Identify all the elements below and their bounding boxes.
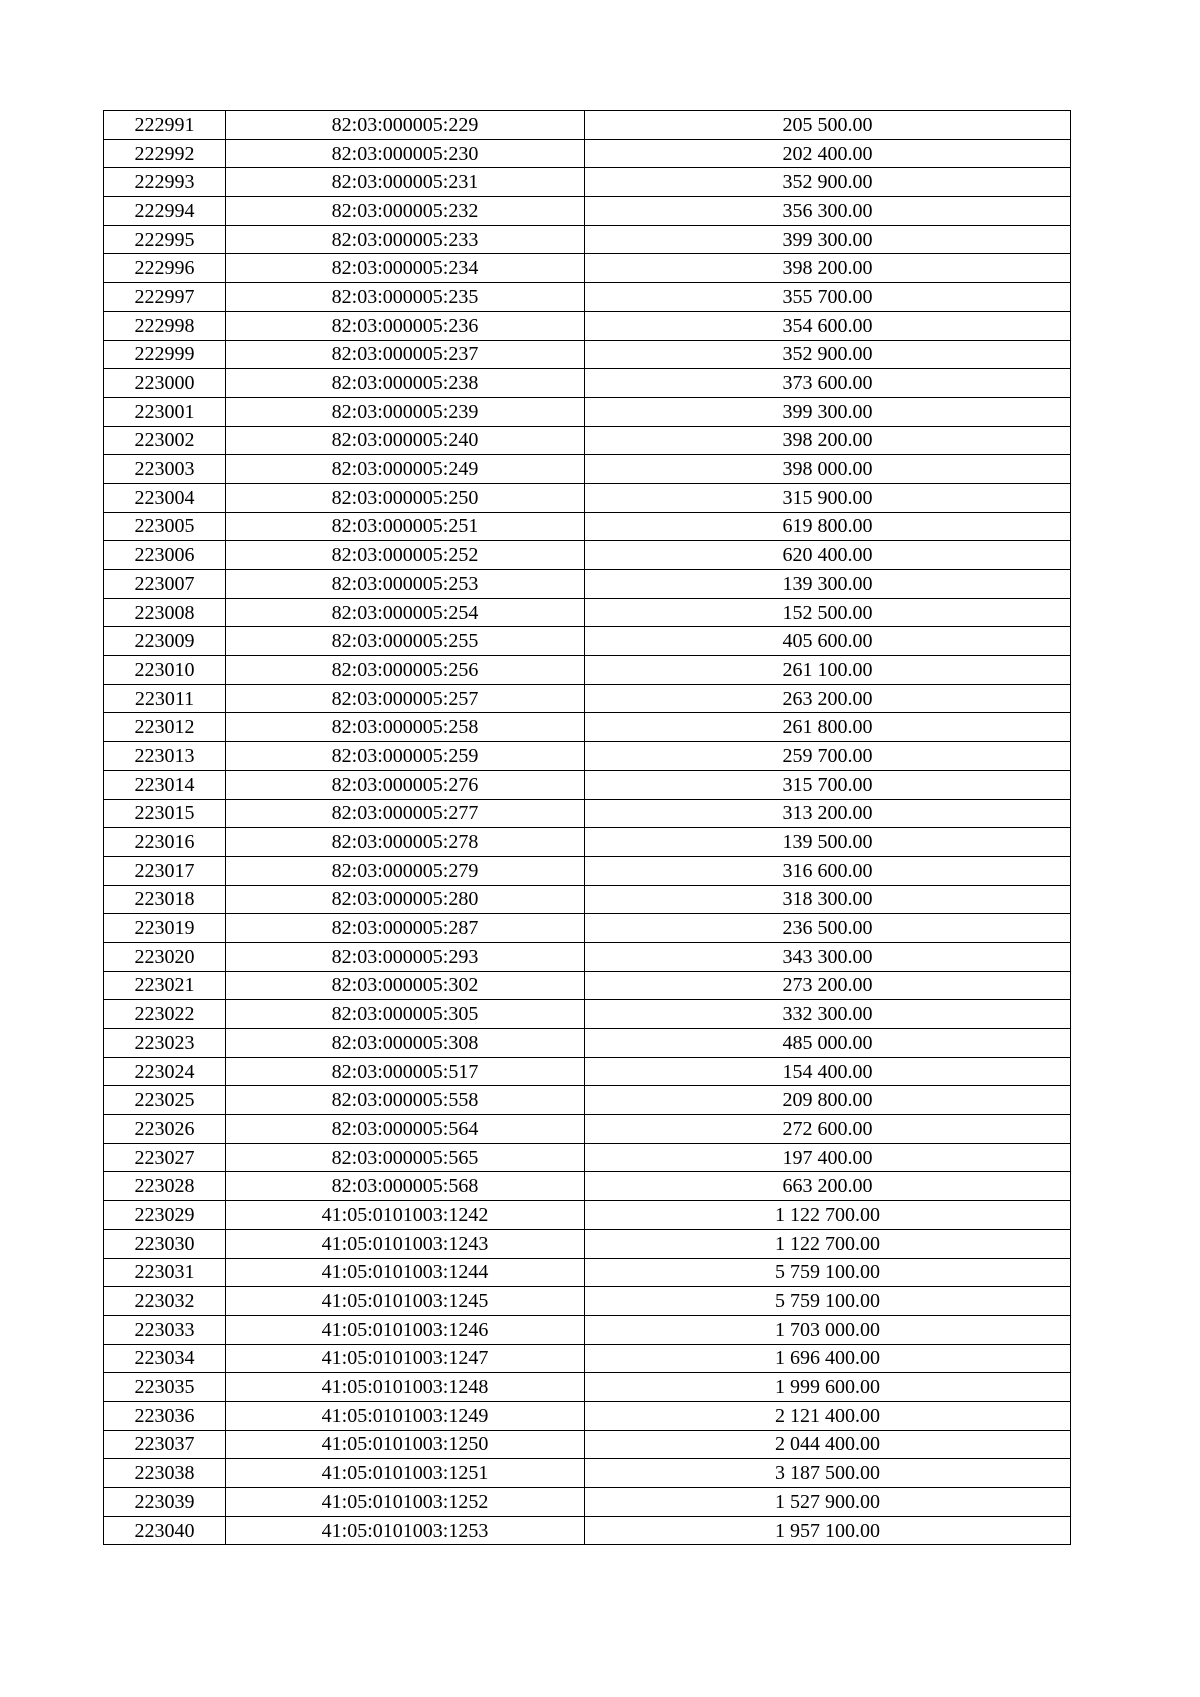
cadastral-value-cell: 5 759 100.00 [585,1287,1071,1316]
cadastral-value-cell: 202 400.00 [585,139,1071,168]
table-row [104,1430,1071,1459]
cadastral-value-cell: 399 300.00 [585,225,1071,254]
cadastral-number-cell: 82:03:000005:254 [226,598,585,627]
table-row [104,311,1071,340]
cadastral-value-cell: 313 200.00 [585,799,1071,828]
table-row [104,1172,1071,1201]
table-row [104,1287,1071,1316]
cadastral-number-cell: 82:03:000005:280 [226,885,585,914]
cadastral-number-cell: 82:03:000005:558 [226,1086,585,1115]
row-number-cell: 222994 [104,197,226,226]
row-number-cell: 223007 [104,570,226,599]
cadastral-number-cell: 82:03:000005:231 [226,168,585,197]
cadastral-value-cell: 205 500.00 [585,111,1071,140]
row-number-cell: 223011 [104,684,226,713]
cadastral-value-cell: 315 700.00 [585,770,1071,799]
row-number-cell: 223026 [104,1115,226,1144]
row-number-cell: 223033 [104,1315,226,1344]
row-number-cell: 222996 [104,254,226,283]
row-number-cell: 223022 [104,1000,226,1029]
table-row [104,197,1071,226]
cadastral-number-cell: 82:03:000005:276 [226,770,585,799]
cadastral-number-cell: 82:03:000005:237 [226,340,585,369]
cadastral-number-cell: 82:03:000005:240 [226,426,585,455]
cadastral-number-cell: 82:03:000005:568 [226,1172,585,1201]
table-row [104,971,1071,1000]
cadastral-number-cell: 41:05:0101003:1244 [226,1258,585,1287]
row-number-cell: 223019 [104,914,226,943]
row-number-cell: 223005 [104,512,226,541]
table-row [104,1143,1071,1172]
row-number-cell: 223024 [104,1057,226,1086]
cadastral-value-cell: 2 121 400.00 [585,1401,1071,1430]
cadastral-number-cell: 82:03:000005:232 [226,197,585,226]
cadastral-number-cell: 82:03:000005:293 [226,942,585,971]
row-number-cell: 223001 [104,397,226,426]
table-row [104,942,1071,971]
row-number-cell: 222991 [104,111,226,140]
cadastral-value-cell: 405 600.00 [585,627,1071,656]
table-row [104,742,1071,771]
table-row [104,1201,1071,1230]
row-number-cell: 223035 [104,1373,226,1402]
row-number-cell: 223040 [104,1516,226,1545]
table-row [104,856,1071,885]
row-number-cell: 223018 [104,885,226,914]
cadastral-value-cell: 259 700.00 [585,742,1071,771]
row-number-cell: 223017 [104,856,226,885]
row-number-cell: 223002 [104,426,226,455]
cadastral-value-cell: 485 000.00 [585,1029,1071,1058]
cadastral-value-cell: 343 300.00 [585,942,1071,971]
cadastral-value-cell: 352 900.00 [585,168,1071,197]
cadastral-number-cell: 82:03:000005:277 [226,799,585,828]
table-row [104,799,1071,828]
cadastral-value-cell: 1 122 700.00 [585,1229,1071,1258]
row-number-cell: 223039 [104,1488,226,1517]
cadastral-number-cell: 41:05:0101003:1248 [226,1373,585,1402]
row-number-cell: 223034 [104,1344,226,1373]
cadastral-value-cell: 272 600.00 [585,1115,1071,1144]
table-row [104,541,1071,570]
cadastral-number-cell: 82:03:000005:235 [226,283,585,312]
cadastral-number-cell: 82:03:000005:249 [226,455,585,484]
cadastral-value-cell: 354 600.00 [585,311,1071,340]
cadastral-value-cell: 197 400.00 [585,1143,1071,1172]
row-number-cell: 222998 [104,311,226,340]
cadastral-number-cell: 41:05:0101003:1251 [226,1459,585,1488]
row-number-cell: 223031 [104,1258,226,1287]
cadastral-number-cell: 82:03:000005:279 [226,856,585,885]
table-row [104,1115,1071,1144]
cadastral-number-cell: 82:03:000005:253 [226,570,585,599]
cadastral-value-cell: 663 200.00 [585,1172,1071,1201]
cadastral-value-cell: 154 400.00 [585,1057,1071,1086]
table-row [104,1000,1071,1029]
cadastral-number-cell: 82:03:000005:302 [226,971,585,1000]
table-row [104,254,1071,283]
table-row [104,914,1071,943]
cadastral-value-cell: 263 200.00 [585,684,1071,713]
cadastral-number-cell: 82:03:000005:308 [226,1029,585,1058]
cadastral-number-cell: 82:03:000005:565 [226,1143,585,1172]
table-row [104,455,1071,484]
row-number-cell: 223027 [104,1143,226,1172]
row-number-cell: 223004 [104,483,226,512]
cadastral-value-cell: 152 500.00 [585,598,1071,627]
table-row [104,1488,1071,1517]
cadastral-number-cell: 82:03:000005:251 [226,512,585,541]
cadastral-number-cell: 82:03:000005:278 [226,828,585,857]
table-row [104,1373,1071,1402]
cadastral-number-cell: 82:03:000005:257 [226,684,585,713]
cadastral-value-cell: 273 200.00 [585,971,1071,1000]
cadastral-value-cell: 315 900.00 [585,483,1071,512]
cadastral-value-cell: 398 000.00 [585,455,1071,484]
row-number-cell: 222995 [104,225,226,254]
row-number-cell: 223013 [104,742,226,771]
cadastral-number-cell: 82:03:000005:236 [226,311,585,340]
table-row [104,713,1071,742]
cadastral-number-cell: 82:03:000005:305 [226,1000,585,1029]
row-number-cell: 223015 [104,799,226,828]
row-number-cell: 223003 [104,455,226,484]
cadastral-number-cell: 82:03:000005:239 [226,397,585,426]
table-row [104,512,1071,541]
table-row [104,684,1071,713]
row-number-cell: 223021 [104,971,226,1000]
row-number-cell: 222992 [104,139,226,168]
table-row [104,598,1071,627]
cadastral-value-cell: 619 800.00 [585,512,1071,541]
row-number-cell: 223020 [104,942,226,971]
row-number-cell: 223029 [104,1201,226,1230]
cadastral-number-cell: 82:03:000005:250 [226,483,585,512]
cadastral-value-cell: 373 600.00 [585,369,1071,398]
cadastral-value-cell: 316 600.00 [585,856,1071,885]
table-row [104,168,1071,197]
cadastral-number-cell: 82:03:000005:258 [226,713,585,742]
cadastral-number-cell: 82:03:000005:252 [226,541,585,570]
cadastral-value-cell: 139 300.00 [585,570,1071,599]
cadastral-number-cell: 82:03:000005:517 [226,1057,585,1086]
cadastral-number-cell: 41:05:0101003:1245 [226,1287,585,1316]
table-row [104,1229,1071,1258]
row-number-cell: 223000 [104,369,226,398]
table-row [104,283,1071,312]
cadastral-value-cell: 332 300.00 [585,1000,1071,1029]
cadastral-number-cell: 41:05:0101003:1247 [226,1344,585,1373]
cadastral-value-cell: 3 187 500.00 [585,1459,1071,1488]
table-row [104,656,1071,685]
row-number-cell: 222997 [104,283,226,312]
row-number-cell: 223032 [104,1287,226,1316]
cadastral-number-cell: 41:05:0101003:1242 [226,1201,585,1230]
cadastral-value-cell: 398 200.00 [585,426,1071,455]
cadastral-number-cell: 41:05:0101003:1249 [226,1401,585,1430]
row-number-cell: 223016 [104,828,226,857]
table-row [104,1344,1071,1373]
row-number-cell: 223008 [104,598,226,627]
row-number-cell: 223037 [104,1430,226,1459]
cadastral-value-cell: 236 500.00 [585,914,1071,943]
cadastral-value-cell: 1 527 900.00 [585,1488,1071,1517]
cadastral-number-cell: 82:03:000005:255 [226,627,585,656]
cadastral-value-cell: 261 800.00 [585,713,1071,742]
table-row [104,225,1071,254]
cadastral-value-cell: 261 100.00 [585,656,1071,685]
table-row [104,1057,1071,1086]
table-row [104,397,1071,426]
table-row [104,570,1071,599]
cadastral-number-cell: 41:05:0101003:1243 [226,1229,585,1258]
table-row [104,1401,1071,1430]
cadastral-number-cell: 82:03:000005:238 [226,369,585,398]
cadastral-number-cell: 82:03:000005:256 [226,656,585,685]
cadastral-value-cell: 399 300.00 [585,397,1071,426]
cadastral-value-cell: 318 300.00 [585,885,1071,914]
cadastral-value-cell: 5 759 100.00 [585,1258,1071,1287]
cadastral-value-cell: 1 703 000.00 [585,1315,1071,1344]
cadastral-number-cell: 82:03:000005:259 [226,742,585,771]
cadastral-value-cell: 209 800.00 [585,1086,1071,1115]
table-row [104,627,1071,656]
cadastral-value-cell: 1 999 600.00 [585,1373,1071,1402]
table-row [104,828,1071,857]
row-number-cell: 223012 [104,713,226,742]
table-body [104,111,1071,1545]
cadastral-number-cell: 82:03:000005:234 [226,254,585,283]
row-number-cell: 223028 [104,1172,226,1201]
cadastral-number-cell: 82:03:000005:564 [226,1115,585,1144]
table-row [104,1516,1071,1545]
cadastral-value-cell: 1 957 100.00 [585,1516,1071,1545]
table-row [104,111,1071,140]
table-row [104,1315,1071,1344]
cadastral-value-cell: 1 122 700.00 [585,1201,1071,1230]
cadastral-number-cell: 41:05:0101003:1252 [226,1488,585,1517]
cadastral-number-cell: 41:05:0101003:1246 [226,1315,585,1344]
table-row [104,139,1071,168]
cadastral-value-cell: 2 044 400.00 [585,1430,1071,1459]
cadastral-value-cell: 356 300.00 [585,197,1071,226]
table-row [104,885,1071,914]
table-row [104,1029,1071,1058]
cadastral-number-cell: 82:03:000005:233 [226,225,585,254]
row-number-cell: 223036 [104,1401,226,1430]
table-row [104,770,1071,799]
row-number-cell: 222999 [104,340,226,369]
cadastral-number-cell: 41:05:0101003:1250 [226,1430,585,1459]
cadastral-value-cell: 355 700.00 [585,283,1071,312]
cadastral-value-table [103,110,1071,1545]
row-number-cell: 223009 [104,627,226,656]
table-row [104,1258,1071,1287]
row-number-cell: 223010 [104,656,226,685]
cadastral-value-cell: 620 400.00 [585,541,1071,570]
cadastral-number-cell: 82:03:000005:229 [226,111,585,140]
table-row [104,483,1071,512]
cadastral-value-cell: 398 200.00 [585,254,1071,283]
table-row [104,369,1071,398]
row-number-cell: 223014 [104,770,226,799]
table-row [104,1459,1071,1488]
table-row [104,340,1071,369]
cadastral-value-cell: 352 900.00 [585,340,1071,369]
row-number-cell: 222993 [104,168,226,197]
table-row [104,426,1071,455]
cadastral-number-cell: 82:03:000005:230 [226,139,585,168]
row-number-cell: 223025 [104,1086,226,1115]
row-number-cell: 223030 [104,1229,226,1258]
row-number-cell: 223006 [104,541,226,570]
cadastral-value-cell: 139 500.00 [585,828,1071,857]
row-number-cell: 223023 [104,1029,226,1058]
cadastral-value-cell: 1 696 400.00 [585,1344,1071,1373]
cadastral-number-cell: 41:05:0101003:1253 [226,1516,585,1545]
cadastral-number-cell: 82:03:000005:287 [226,914,585,943]
row-number-cell: 223038 [104,1459,226,1488]
table-row [104,1086,1071,1115]
